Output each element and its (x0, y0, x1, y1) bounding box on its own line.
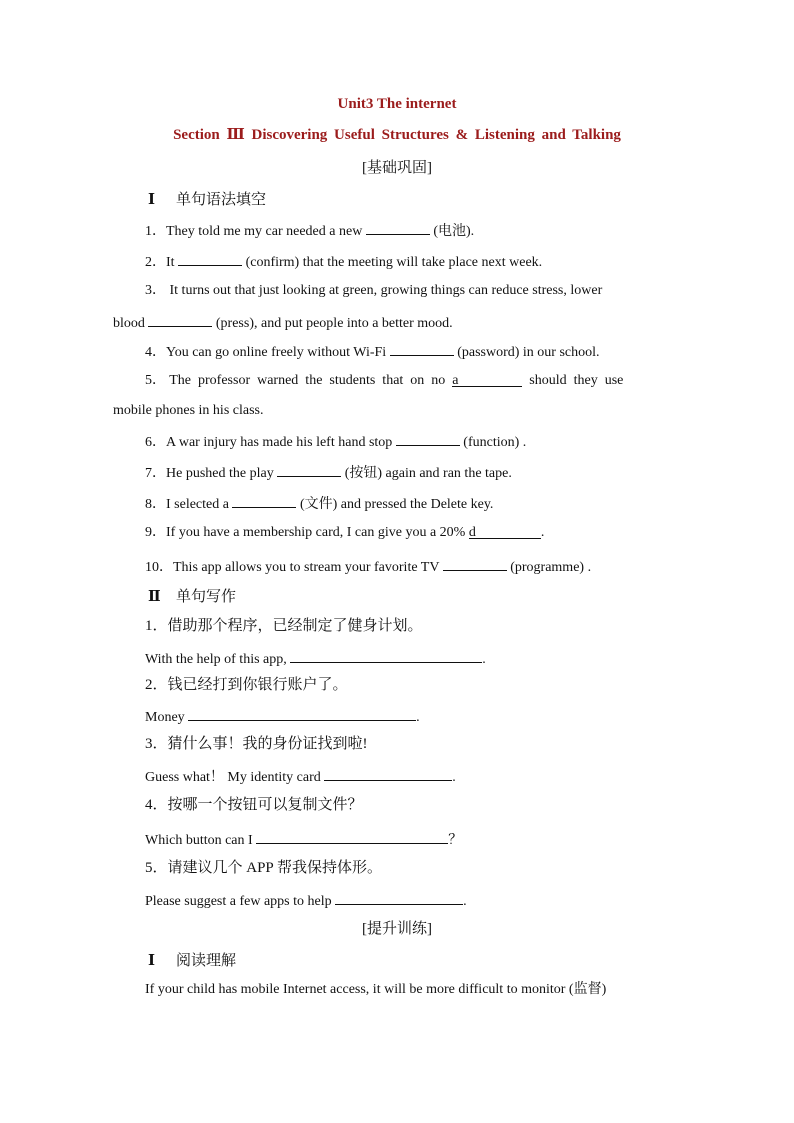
w2-text-end: . (416, 710, 420, 725)
question-4 (145, 341, 600, 362)
writing-3-english (145, 766, 456, 787)
q4-blank[interactable] (390, 341, 454, 356)
q2-text: 2．It (145, 255, 179, 270)
q8-blank[interactable] (232, 493, 296, 508)
w4-blank[interactable] (256, 829, 448, 844)
q3-text-end: (press), and put people into a better mood. (212, 316, 453, 331)
question-3-line1: 3． It turns out that just looking at green, growing things can reduce stress, lower (145, 283, 603, 298)
w1-blank[interactable] (290, 648, 482, 663)
part2-heading (148, 585, 236, 606)
question-2 (145, 251, 542, 272)
writing-4-chinese: 4．按哪一个按钮可以复制文件？ (145, 797, 363, 813)
q1-blank[interactable] (366, 220, 430, 235)
q10-blank[interactable] (443, 556, 507, 571)
q2-blank[interactable] (178, 251, 242, 266)
w3-text-end: . (452, 770, 456, 785)
part1-label: 单句语法填空 (176, 192, 267, 208)
part3-heading (148, 949, 236, 970)
unit-title: Unit3 The internet (337, 96, 457, 112)
w4-text: Which button can I (145, 833, 257, 848)
writing-4-english (145, 829, 462, 850)
q4-text: 4．You can go online freely without Wi-Fi (145, 345, 390, 360)
q8-text-end: (文件) and pressed the Delete key. (296, 497, 494, 512)
q5-text-end: should they use (522, 373, 624, 388)
q5-text: 5． The professor warned the students that on no (145, 373, 453, 388)
question-6 (145, 431, 526, 452)
q1-text: 1．They told me my car needed a new (145, 224, 366, 239)
reading-passage-line1: If your child has mobile Internet access, it will be more difficult to monitor (监督) (145, 982, 607, 997)
q5-initial-letter: a (452, 373, 459, 388)
writing-2-chinese: 2．钱已经打到你银行账户了。 (145, 677, 348, 693)
part2-number: Ⅱ (148, 589, 161, 605)
q9-text: 9．If you have a membership card, I can give you a 20% (145, 525, 469, 540)
question-5-line1 (145, 372, 623, 390)
writing-2-english (145, 706, 420, 727)
part3-label: 阅读理解 (176, 953, 237, 969)
q6-text: 6．A war injury has made his left hand stop (145, 435, 396, 450)
question-10 (145, 556, 591, 577)
w5-text: Please suggest a few apps to help (145, 894, 336, 909)
question-5-line2: mobile phones in his class. (113, 403, 264, 418)
question-3-line2 (113, 312, 453, 333)
q8-text: 8．I selected a (145, 497, 233, 512)
question-9 (145, 524, 544, 542)
q10-text-end: (programme) . (506, 560, 592, 575)
q2-text-end: (confirm) that the meeting will take place next week. (242, 255, 543, 270)
w2-text: Money (145, 710, 189, 725)
writing-1-english (145, 648, 486, 669)
question-8 (145, 493, 493, 514)
q9-initial-letter: d (468, 525, 476, 540)
writing-3-chinese: 3．猜什么事！我的身份证找到啦! (145, 736, 368, 752)
w5-blank[interactable] (335, 890, 463, 905)
part1-heading (148, 188, 266, 209)
q7-text: 7．He pushed the play (145, 466, 278, 481)
w5-text-end: . (463, 894, 467, 909)
q10-text: 10．This app allows you to stream your favorite TV (145, 560, 443, 575)
w1-text: With the help of this app, (145, 652, 291, 667)
q7-blank[interactable] (277, 462, 341, 477)
w3-blank[interactable] (324, 766, 452, 781)
improvement-heading: [提升训练] (362, 921, 432, 937)
w1-text-end: . (482, 652, 486, 667)
q5-blank[interactable] (452, 372, 522, 387)
writing-5-english (145, 890, 467, 911)
q6-blank[interactable] (396, 431, 460, 446)
q9-text-end: . (540, 525, 545, 540)
q1-text-end: (电池). (429, 224, 475, 239)
part3-number: Ⅰ (148, 953, 156, 969)
q6-text-end: (function) . (459, 435, 527, 450)
writing-5-chinese: 5．请建议几个 APP 帮我保持体形。 (145, 860, 382, 876)
part2-label: 单句写作 (176, 589, 237, 605)
q3-text: blood (113, 316, 149, 331)
writing-1-chinese: 1．借助那个程序，已经制定了健身计划。 (145, 618, 423, 634)
q9-blank[interactable] (469, 524, 541, 539)
part1-number: Ⅰ (148, 192, 156, 208)
question-1 (145, 220, 474, 241)
basic-consolidation-heading: [基础巩固] (362, 160, 432, 176)
q4-text-end: (password) in our school. (453, 345, 600, 360)
w4-text-end: ？ (448, 833, 463, 848)
question-7 (145, 462, 512, 483)
w3-text: Guess what！ My identity card (145, 770, 325, 785)
q3-blank[interactable] (148, 312, 212, 327)
q7-text-end: (按钮) again and ran the tape. (341, 466, 512, 481)
w2-blank[interactable] (188, 706, 416, 721)
section-title: Section Ⅲ Discovering Useful Structures & Listening and Talking (173, 127, 621, 143)
